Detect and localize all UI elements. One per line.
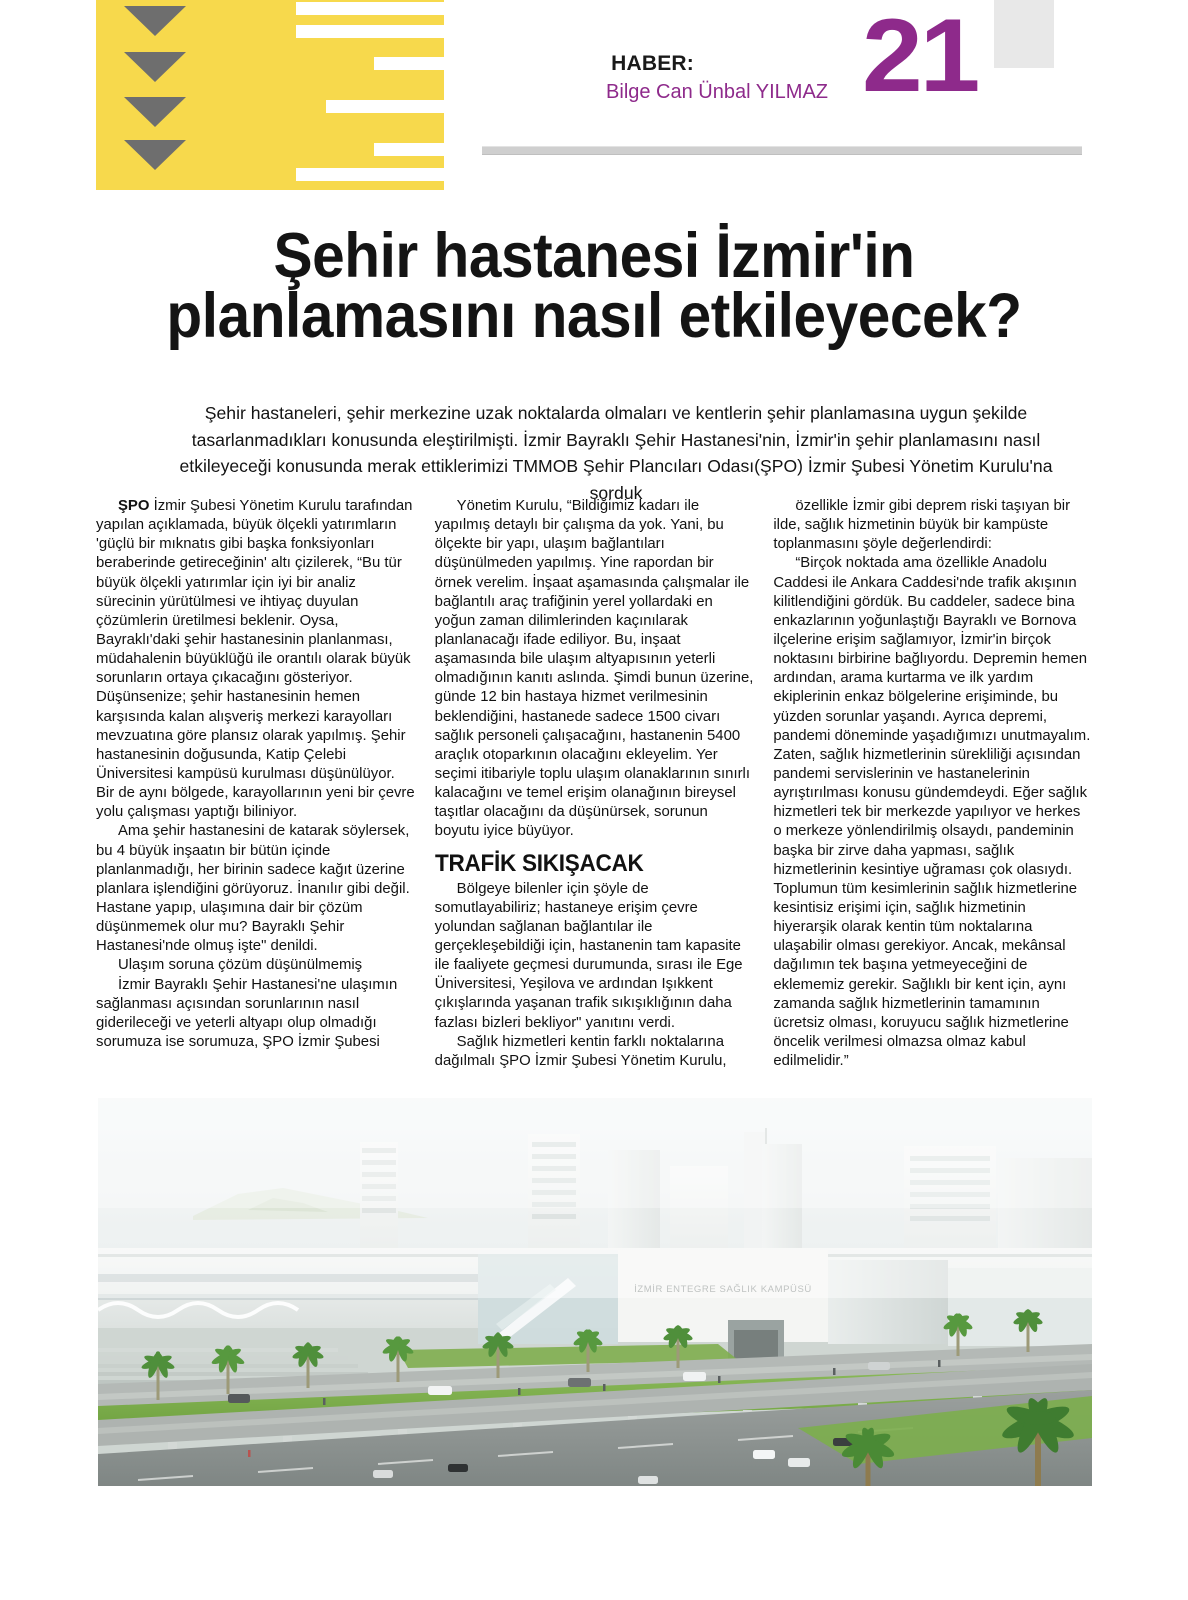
byline-block xyxy=(470,52,860,105)
article-column-1 xyxy=(96,497,415,1077)
white-stripe xyxy=(296,168,444,181)
white-stripe xyxy=(374,143,444,156)
article-photo xyxy=(98,1098,1092,1486)
triangle-down-icon xyxy=(124,6,186,36)
article-column-3 xyxy=(773,497,1092,1077)
building-signage-text: İZMİR ENTEGRE SAĞLIK KAMPÜSÜ xyxy=(634,1284,812,1295)
white-stripe xyxy=(296,25,444,38)
paragraph: özellikle İzmir gibi deprem riski taşıyan bir ilde, sağlık hizmetinin büyük bir kampüste toplanmasını şöyle değerlendirdi: xyxy=(773,498,1071,553)
section-subheading: TRAFİK SIKIŞACAK xyxy=(434,849,644,877)
article-body-columns xyxy=(96,497,1092,1077)
white-stripe xyxy=(326,100,444,113)
header-gray-accent-block xyxy=(994,0,1054,68)
paragraph: Sağlık hizmetleri kentin farklı noktalarına dağılmalı ŞPO İzmir Şubesi Yönetim Kurulu, xyxy=(434,1033,727,1069)
paragraph: Yönetim Kurulu, “Bildiğimiz kadarı ile yapılmış detaylı bir çalışma da yok. Yani, bu ölçekte bir yapı, ulaşım bağlantıları düşünülmeden yapılmış. Yine rapordan bir örnek verelim. İnşaat aşamasında çalışmalar ile bağlantılı araç trafiğinin yerel yollardaki en yoğun zaman dilimlerinden kaçınılarak planlanacağı ifade ediliyor. Bu, inşaat aşamasında bile ulaşım altyapısının yeterli olmadığının kanıtı aslında. Şimdi bunun üzerine, günde 12 bin hastaya hizmet verilmesinin beklendiğini, hastanede sadece 1500 civarı sağlık personeli çalışacağını, hastanenin 5400 araçlık otoparkının olacağını ekleyelim. Yer seçimi itibariyle toplu ulaşım olanaklarının sınırlı kalacağını ve temel erişim olanağının bireysel taşıtlar olacağını da düşünürsek, sorunun boyutu iyice büyüyor. xyxy=(434,498,754,840)
headline-line-1: Şehir hastanesi İzmir'in xyxy=(273,221,915,291)
paragraph-text: İzmir Şubesi Yönetim Kurulu tarafından yapılan açıklamada, büyük ölçekli yatırımların 'güçlü bir mıknatıs gibi başka fonksiyonları beraberinde getireceğinin' altı çizilerek, “Bu tür büyük ölçekli yatırımlar için iyi bir analiz sürecinin yürütülmesi ve ihtiyaç duyulan çözümlerin üretilmesi beklenir. Oysa, Bayraklı'daki şehir hastanesinin planlanması, müdahalenin büyüklüğü ile orantılı olarak büyük sorunların ortaya çıkacağını gösteriyor. Düşünsenize; şehir hastanesinin hemen karşısında kalan alışveriş merkezi karayolları mevzuatına göre plansız olarak yapılmış. Şehir hastanesinin doğusunda, Katip Çelebi Üniversitesi kampüsü kurulması düşünülüyor. Bir de aynı bölgede, karayollarının yeni bir çevre yolu çalışması yaptığı biliniyor. xyxy=(96,498,415,821)
white-stripe xyxy=(374,57,444,70)
photo-rendering xyxy=(98,1098,1092,1486)
page-header xyxy=(0,0,1188,196)
headline-line-2: planlamasını nasıl etkileyecek? xyxy=(166,281,1022,352)
paragraph: Bölgeye bilenler için şöyle de somutlayabiliriz; hastaneye erişim çevre yolundan sağlanan bağlantılar ile gerçekleşebildiği için, hastanenin tam kapasite ile faaliyete geçmesi durumunda, sırası ile Ege Üniversitesi, Yeşilova ve ardından Işıkkent çıkışlarında yaşanan trafik sıkışıklığının daha fazlası bizleri bekliyor" yanıtını verdi. xyxy=(434,880,743,1031)
page-number: 21 xyxy=(862,0,978,114)
paragraph: Ulaşım soruna çözüm düşünülmemiş xyxy=(118,957,363,974)
paragraph: “Birçok noktada ama özellikle Anadolu Caddesi ile Ankara Caddesi'nde trafik akışının kilitlendiğini gördük. Bu caddeler, sadece bina enkazlarının yoğunlaştığı Bayraklı ve Bornova ilçelerine erişim sağlamıyor, İzmir'in birçok noktasını birbirine bağlıyordu. Depremin hemen ardından, arama kurtarma ve ilk yardım ekiplerinin enkaz bölgelerine erişiminde, bu yüzden sorunlar yaşandı. Ayrıca depremi, pandemi döneminde yaşadığımızı unutmayalım. Zaten, sağlık hizmetlerinin sürekliliği açısından pandemi servislerinin ve hastanelerinin ayrıştırılması konusu gündemdeydi. Eğer sağlık hizmetleri tek bir merkezde yapılıyor ve herkes o merkeze yönlendirilmiş olsaydı, pandeminin başka bir zirve daha yapması, sağlık hizmetlerinin kesintiye uğraması çok olasıydı. Toplumun tüm kesimlerinin sağlık hizmetlerine kesintisiz erişimi için, sağlık hizmetinin hiyerarşik olarak kentin tüm noktalarına ulaşabilir olması gerekiyor. Ancak, mekânsal dağılımın tek başına yetmeyeceğini de eklememiz gerekir. Sağlıklı bir kent için, aynı zamanda sağlık hizmetlerinin tamamının ücretsiz olması, koruyucu sağlık hizmetlerine öncelik verilmesi olmazsa olmaz kabul edilmelidir.” xyxy=(773,555,1091,1070)
header-divider xyxy=(482,146,1082,155)
paragraph: Ama şehir hastanesini de katarak söylersek, bu 4 büyük inşaatın bir bütün içinde planlanmadığı, her birinin sadece kağıt üzerine planlara işlendiğini görüyoruz. İnanılır gibi değil. Hastane yapıp, ulaşımına dair bir çözüm düşünmemek olur mu? Bayraklı Şehir Hastanesi'nde olmuş işte" denildi. xyxy=(96,823,410,955)
paragraph xyxy=(96,497,415,822)
dropcap-lead-word: ŞPO xyxy=(118,498,150,514)
paragraph: İzmir Bayraklı Şehir Hastanesi'ne ulaşımın sağlanması açısından sorunlarının nasıl giderileceği ve yeterli altyapı olup olmadığı sorumuza ise sorumuza, ŞPO İzmir Şubesi xyxy=(96,976,398,1050)
triangle-down-icon xyxy=(124,97,186,127)
triangle-down-icon xyxy=(124,140,186,170)
white-stripe xyxy=(296,2,444,15)
byline-label: HABER: xyxy=(611,52,694,75)
header-yellow-graphic-block xyxy=(96,0,444,190)
byline-author: Bilge Can Ünbal YILMAZ xyxy=(606,81,828,104)
triangle-down-icon xyxy=(124,52,186,82)
article-lead-paragraph: Şehir hastaneleri, şehir merkezine uzak noktalarda olmaları ve kentlerin şehir planlamasına uygun şekilde tasarlanmadıkları konusunda eleştirilmişti. İzmir Bayraklı Şehir Hastanesi'nin, İzmir'in şehir planlamasını nasıl etkileyeceği konusunda merak ettiklerimizi TMMOB Şehir Plancıları Odası(ŞPO) İzmir Şubesi Yönetim Kurulu'na sorduk xyxy=(179,403,1053,504)
article-column-2 xyxy=(435,497,754,1077)
article-headline xyxy=(131,221,1057,352)
